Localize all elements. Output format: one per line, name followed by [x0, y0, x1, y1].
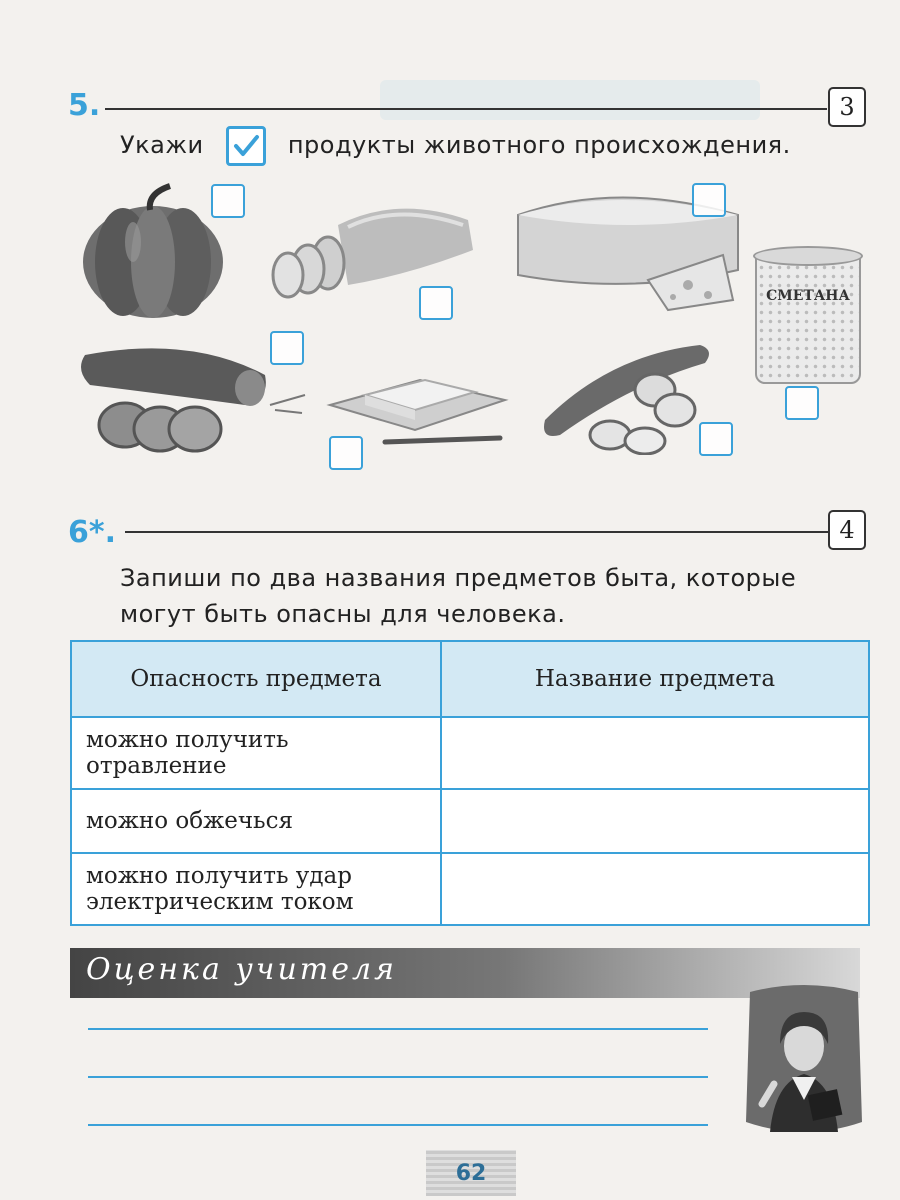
item-name-cell[interactable]: [441, 853, 869, 925]
danger-line-1: можно получить: [86, 727, 289, 753]
sausage-checkbox[interactable]: [270, 331, 304, 365]
table-row: [71, 789, 869, 853]
task-6-instruction-line-1: Запиши по два названия предметов быта, которые: [120, 564, 797, 592]
header-danger: Опасность предмета: [71, 641, 441, 717]
bread-checkbox[interactable]: [419, 286, 453, 320]
task-6-instruction-line-2: могут быть опасны для человека.: [120, 600, 566, 628]
task-5-instruction: [120, 126, 791, 166]
table-header-row: [71, 641, 869, 717]
checkmark-icon: [229, 129, 263, 163]
task-5-rule: [105, 108, 827, 110]
page-number: 62: [426, 1150, 516, 1196]
teacher-grade-title: Оценка учителя: [86, 952, 397, 987]
teacher-illustration: [740, 982, 868, 1142]
pumpkin-checkbox[interactable]: [211, 184, 245, 218]
butter-checkbox[interactable]: [329, 436, 363, 470]
instruction-word-before: Укажи: [120, 131, 204, 159]
item-name-cell[interactable]: [441, 789, 869, 853]
instruction-words-after: продукты животного происхождения.: [287, 131, 791, 159]
danger-cell: [71, 717, 441, 789]
danger-cell: [71, 853, 441, 925]
grade-line-2[interactable]: [88, 1076, 708, 1078]
bread-image: [268, 195, 478, 300]
dangers-table: [70, 640, 870, 926]
task-5-score-box: 3: [828, 87, 866, 127]
task-6-rule: [125, 531, 828, 533]
danger-line-1: можно получить удар: [86, 863, 352, 889]
cucumber-checkbox[interactable]: [699, 422, 733, 456]
task-5-number: 5.: [68, 88, 101, 123]
grade-line-3[interactable]: [88, 1124, 708, 1126]
pumpkin-image: [78, 182, 228, 322]
cup-lid: [753, 246, 863, 266]
danger-cell: [71, 789, 441, 853]
task-6-score-box: 4: [828, 510, 866, 550]
grade-line-1[interactable]: [88, 1028, 708, 1030]
checkmark-sample-box: [226, 126, 266, 166]
table-row: [71, 717, 869, 789]
header-item-name: Название предмета: [441, 641, 869, 717]
sour-cream-label: СМЕТАНА: [766, 288, 850, 304]
danger-line-1: можно обжечься: [86, 808, 293, 834]
danger-line-2: отравление: [86, 753, 227, 779]
sour-cream-checkbox[interactable]: [785, 386, 819, 420]
task-6-number: 6*.: [68, 515, 116, 550]
table-row: [71, 853, 869, 925]
cheese-checkbox[interactable]: [692, 183, 726, 217]
danger-line-2: электрическим током: [86, 889, 354, 915]
sour-cream-cup-image: [755, 252, 861, 384]
item-name-cell[interactable]: [441, 717, 869, 789]
